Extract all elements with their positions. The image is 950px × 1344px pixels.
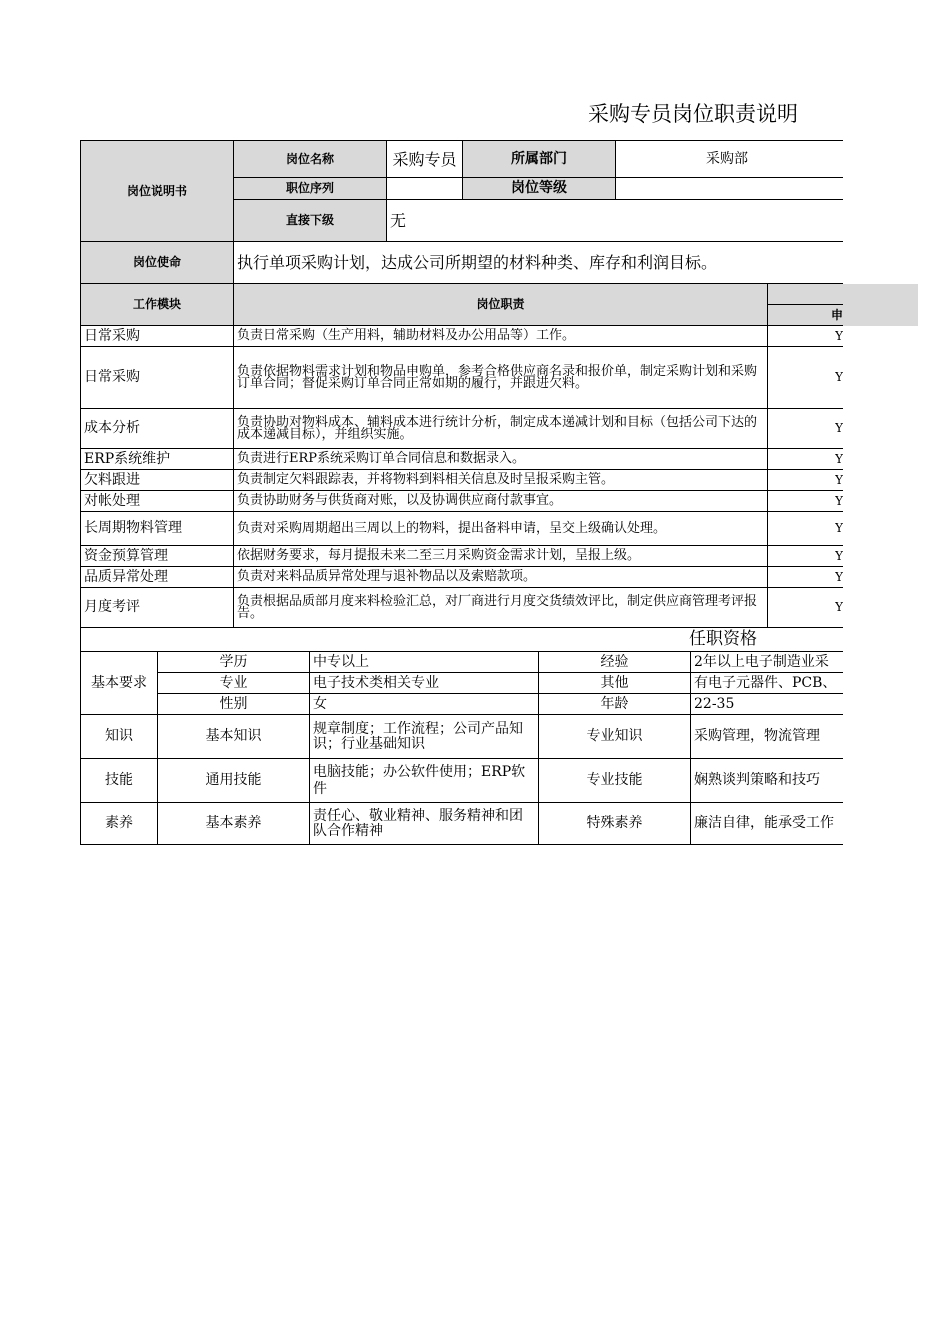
dept-label: 所属部门 [463,141,616,178]
general-skill-label: 通用技能 [158,759,310,803]
quality-label: 素养 [81,803,158,845]
special-quality-value[interactable]: 廉洁自律，能承受工作 [691,803,844,845]
module-cell[interactable]: 对帐处理 [81,491,234,512]
module-cell[interactable]: 成本分析 [81,409,234,449]
mark-cell: Y [768,326,844,347]
subordinate-value[interactable]: 无 [387,200,844,242]
duty-cell[interactable]: 负责依据物料需求计划和物品申购单，参考合格供应商名录和报价单，制定采购计划和采购订单合同；督促采购订单合同正常如期的履行，并跟进欠料。 [234,347,768,409]
mark-cell: Y [768,470,844,491]
table-row [81,567,844,588]
mission-value[interactable]: 执行单项采购计划，达成公司所期望的材料种类、库存和利润目标。 [234,242,844,284]
duty-header: 岗位职责 [234,284,768,326]
mark-cell: Y [768,588,844,628]
knowledge-label: 知识 [81,715,158,759]
age-value[interactable]: 22-35 [691,694,844,715]
module-cell[interactable]: 月度考评 [81,588,234,628]
mark-cell: Y [768,409,844,449]
seq-value[interactable] [387,178,463,200]
special-quality-label: 特殊素养 [539,803,691,845]
basic-knowledge-label: 基本知识 [158,715,310,759]
module-cell[interactable]: 日常采购 [81,326,234,347]
general-skill-value[interactable]: 电脑技能；办公软件使用；ERP软件 [310,759,539,803]
mark-cell: Y [768,347,844,409]
table-row [81,546,844,567]
seq-label: 职位序列 [234,178,387,200]
module-cell[interactable]: 长周期物料管理 [81,512,234,546]
subordinate-label: 直接下级 [234,200,387,242]
pro-knowledge-label: 专业知识 [539,715,691,759]
pro-skill-value[interactable]: 娴熟谈判策略和技巧 [691,759,844,803]
job-description-sheet [80,140,843,851]
qualification-table [80,627,843,845]
duties-table [80,140,843,284]
approval-header-top [768,284,844,305]
major-value[interactable]: 电子技术类相关专业 [310,673,539,694]
table-row [81,588,844,628]
basic-req-label: 基本要求 [81,652,158,715]
age-label: 年龄 [539,694,691,715]
post-name-label: 岗位名称 [234,141,387,178]
edu-value[interactable]: 中专以上 [310,652,539,673]
other-value[interactable]: 有电子元器件、PCB、 [691,673,844,694]
exp-label: 经验 [539,652,691,673]
duty-cell[interactable]: 负责协助财务与供货商对账，以及协调供应商付款事宜。 [234,491,768,512]
module-cell[interactable]: ERP系统维护 [81,449,234,470]
mark-cell: Y [768,512,844,546]
major-label: 专业 [158,673,310,694]
module-header: 工作模块 [81,284,234,326]
table-row [81,470,844,491]
exp-value[interactable]: 2年以上电子制造业采 [691,652,844,673]
duty-cell[interactable]: 负责日常采购（生产用料，辅助材料及办公用品等）工作。 [234,326,768,347]
basic-quality-value[interactable]: 责任心、敬业精神、服务精神和团队合作精神 [310,803,539,845]
module-cell[interactable]: 欠料跟进 [81,470,234,491]
duty-cell[interactable]: 负责制定欠料跟踪表，并将物料到料相关信息及时呈报采购主管。 [234,470,768,491]
gender-label: 性别 [158,694,310,715]
mark-cell: Y [768,567,844,588]
module-cell[interactable]: 资金预算管理 [81,546,234,567]
grade-label: 岗位等级 [463,178,616,200]
duty-cell[interactable]: 负责根据品质部月度来料检验汇总，对厂商进行月度交货绩效评比，制定供应商管理考评报告。 [234,588,768,628]
pro-knowledge-value[interactable]: 采购管理，物流管理 [691,715,844,759]
job-sheet-label: 岗位说明书 [81,141,234,242]
module-cell[interactable]: 日常采购 [81,347,234,409]
table-row [81,326,844,347]
duty-cell[interactable]: 负责对采购周期超出三周以上的物料，提出备料申请，呈交上级确认处理。 [234,512,768,546]
qualification-title: 任职资格 [81,628,844,652]
approval-header: 申 [768,305,844,326]
duty-cell[interactable]: 依据财务要求，每月提报未来二至三月采购资金需求计划，呈报上级。 [234,546,768,567]
table-row [81,491,844,512]
duty-rows-table [80,283,843,628]
duty-cell[interactable]: 负责进行ERP系统采购订单合同信息和数据录入。 [234,449,768,470]
duty-cell[interactable]: 负责协助对物料成本、辅料成本进行统计分析，制定成本递减计划和目标（包括公司下达的成本递减目标），并组织实施。 [234,409,768,449]
gender-value[interactable]: 女 [310,694,539,715]
module-cell[interactable]: 品质异常处理 [81,567,234,588]
mark-cell: Y [768,546,844,567]
table-row [81,449,844,470]
post-name-value[interactable]: 采购专员 [387,141,463,178]
mark-cell: Y [768,449,844,470]
other-label: 其他 [539,673,691,694]
skill-label: 技能 [81,759,158,803]
pro-skill-label: 专业技能 [539,759,691,803]
basic-knowledge-value[interactable]: 规章制度；工作流程；公司产品知识；行业基础知识 [310,715,539,759]
mission-label: 岗位使命 [81,242,234,284]
dept-value[interactable]: 采购部 [616,141,844,178]
table-row [81,347,844,409]
table-row [81,512,844,546]
header-shade [843,284,918,326]
grade-value[interactable] [616,178,844,200]
edu-label: 学历 [158,652,310,673]
mark-cell: Y [768,491,844,512]
document-title: 采购专员岗位职责说明 [588,102,798,126]
duty-cell[interactable]: 负责对来料品质异常处理与退补物品以及索赔款项。 [234,567,768,588]
basic-quality-label: 基本素养 [158,803,310,845]
table-row [81,409,844,449]
